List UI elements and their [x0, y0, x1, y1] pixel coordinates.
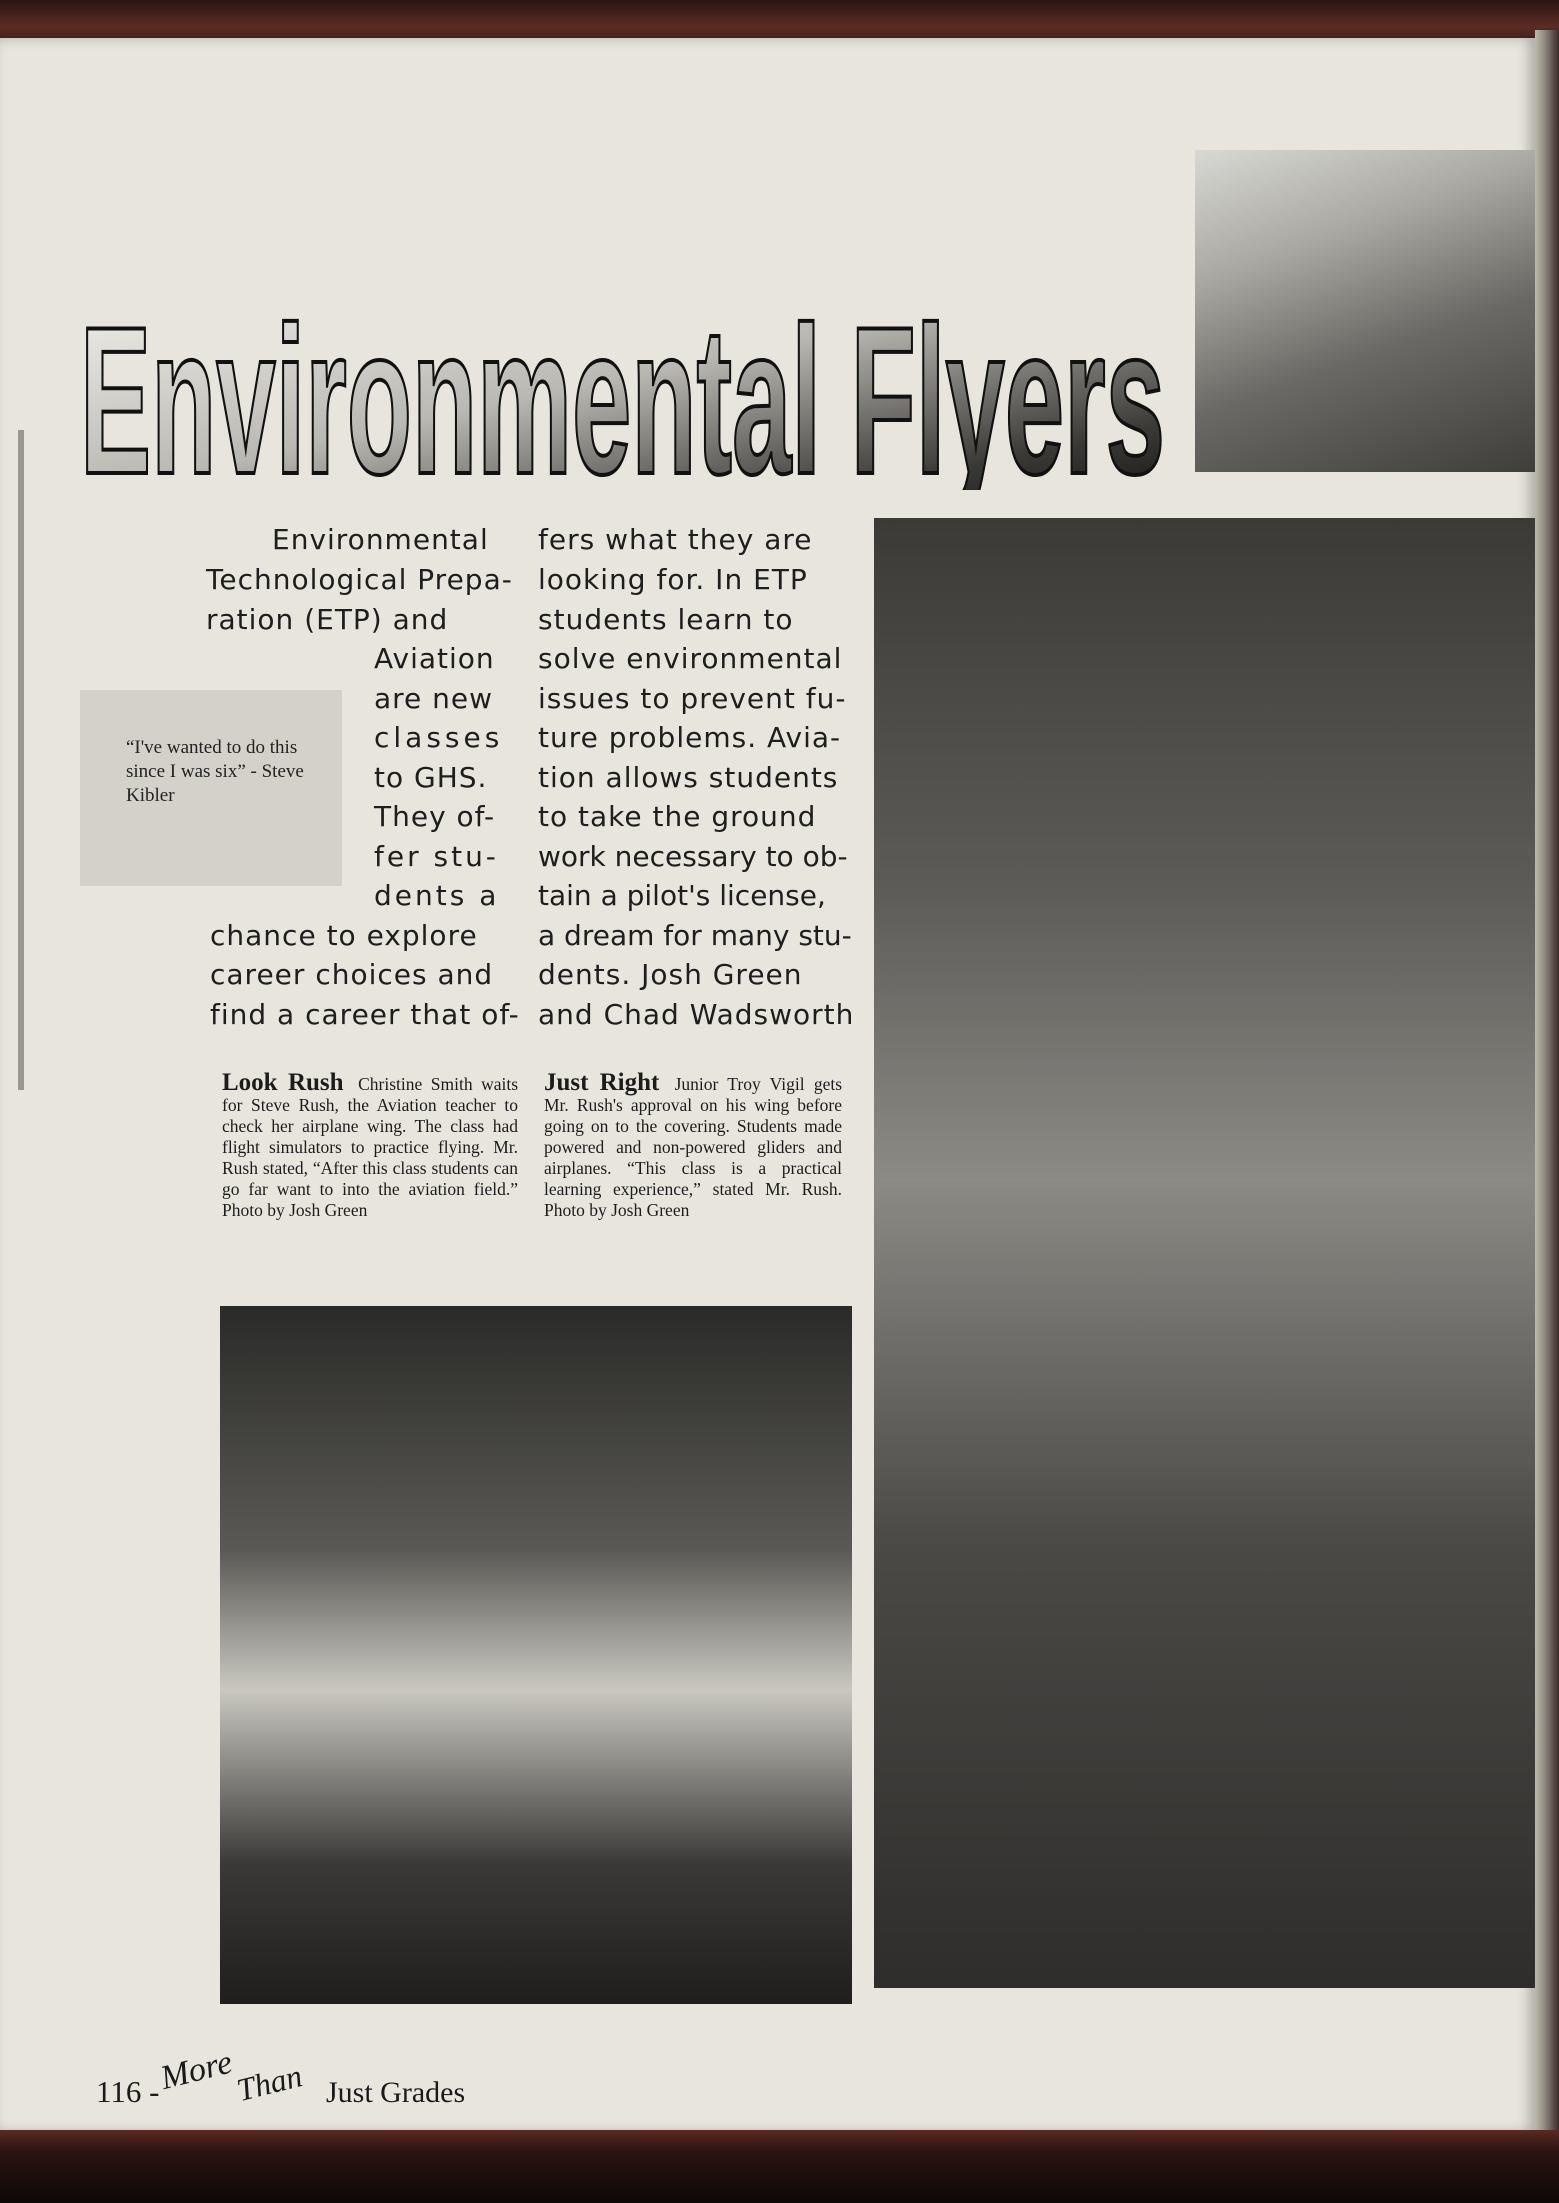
- classroom-wing-photo: [220, 1306, 852, 2004]
- body-line: chance to explore: [210, 919, 478, 952]
- caption-text: Junior Troy Vigil gets Mr. Rush's approval on his wing before going on to the covering. Students made powered and non-powered gliders and airplanes. “This class is a practical learning experience,” stated Mr. Rush. Photo by Josh Green: [544, 1074, 843, 1220]
- caption-text: Christine Smith waits for Steve Rush, the Aviation teacher to check her airplane wing. The class had flight simulators to practice flying. Mr. Rush stated, “After this class students can go far want to into the aviation field.” Photo by Josh Green: [222, 1074, 519, 1220]
- body-line: find a career that of-: [210, 998, 520, 1031]
- body-line: are new: [374, 682, 494, 715]
- body-line: Technological Prepa-: [206, 563, 513, 596]
- body-line: career choices and: [210, 958, 494, 991]
- body-line: ture problems. Avia-: [538, 721, 842, 754]
- footer-grades: Just Grades: [326, 2076, 466, 2109]
- bottom-binding: [0, 2130, 1559, 2203]
- body-line: and Chad Wadsworth: [538, 998, 855, 1031]
- body-line: They of-: [374, 800, 496, 833]
- page-title-text: Environmental Flyers: [80, 283, 1166, 490]
- body-line: classes: [374, 721, 504, 754]
- body-line: to take the ground: [538, 800, 817, 833]
- glider-wing-photo: [874, 518, 1535, 1988]
- body-line: students learn to: [538, 603, 794, 636]
- page-number: 116 -: [96, 2074, 160, 2109]
- body-line: solve environmental: [538, 642, 843, 675]
- body-line: tain a pilot's license,: [538, 879, 826, 912]
- caption-headline: Just Right: [544, 1069, 660, 1096]
- body-line: tion allows students: [538, 761, 839, 794]
- student-portrait-photo: [1195, 150, 1535, 472]
- body-line: to GHS.: [374, 761, 488, 794]
- body-line: Aviation: [374, 642, 495, 675]
- page-title: [80, 155, 1170, 490]
- body-line: dents. Josh Green: [538, 958, 803, 991]
- caption-headline: Look Rush: [222, 1069, 344, 1096]
- body-line: Environmental: [272, 523, 489, 556]
- body-line: ration (ETP) and: [206, 603, 449, 636]
- body-line: dents a: [374, 879, 500, 912]
- body-line: looking for. In ETP: [538, 563, 808, 596]
- left-gutter-mark: [18, 430, 24, 1090]
- body-line: a dream for many stu-: [538, 919, 852, 952]
- footer-than: Than: [233, 2057, 306, 2109]
- caption-just-right: [544, 1069, 843, 1221]
- page-footer: [96, 2043, 596, 2120]
- pull-quote: “I've wanted to do this since I was six” - Steve Kibler: [126, 737, 304, 806]
- caption-look-rush: [222, 1069, 519, 1221]
- footer-more: More: [156, 2043, 236, 2098]
- body-line: work necessary to ob-: [538, 840, 848, 873]
- body-line: fers what they are: [538, 523, 813, 556]
- page-edge: [1535, 30, 1559, 2140]
- body-line: issues to prevent fu-: [538, 682, 847, 715]
- body-line: fer stu-: [374, 840, 499, 873]
